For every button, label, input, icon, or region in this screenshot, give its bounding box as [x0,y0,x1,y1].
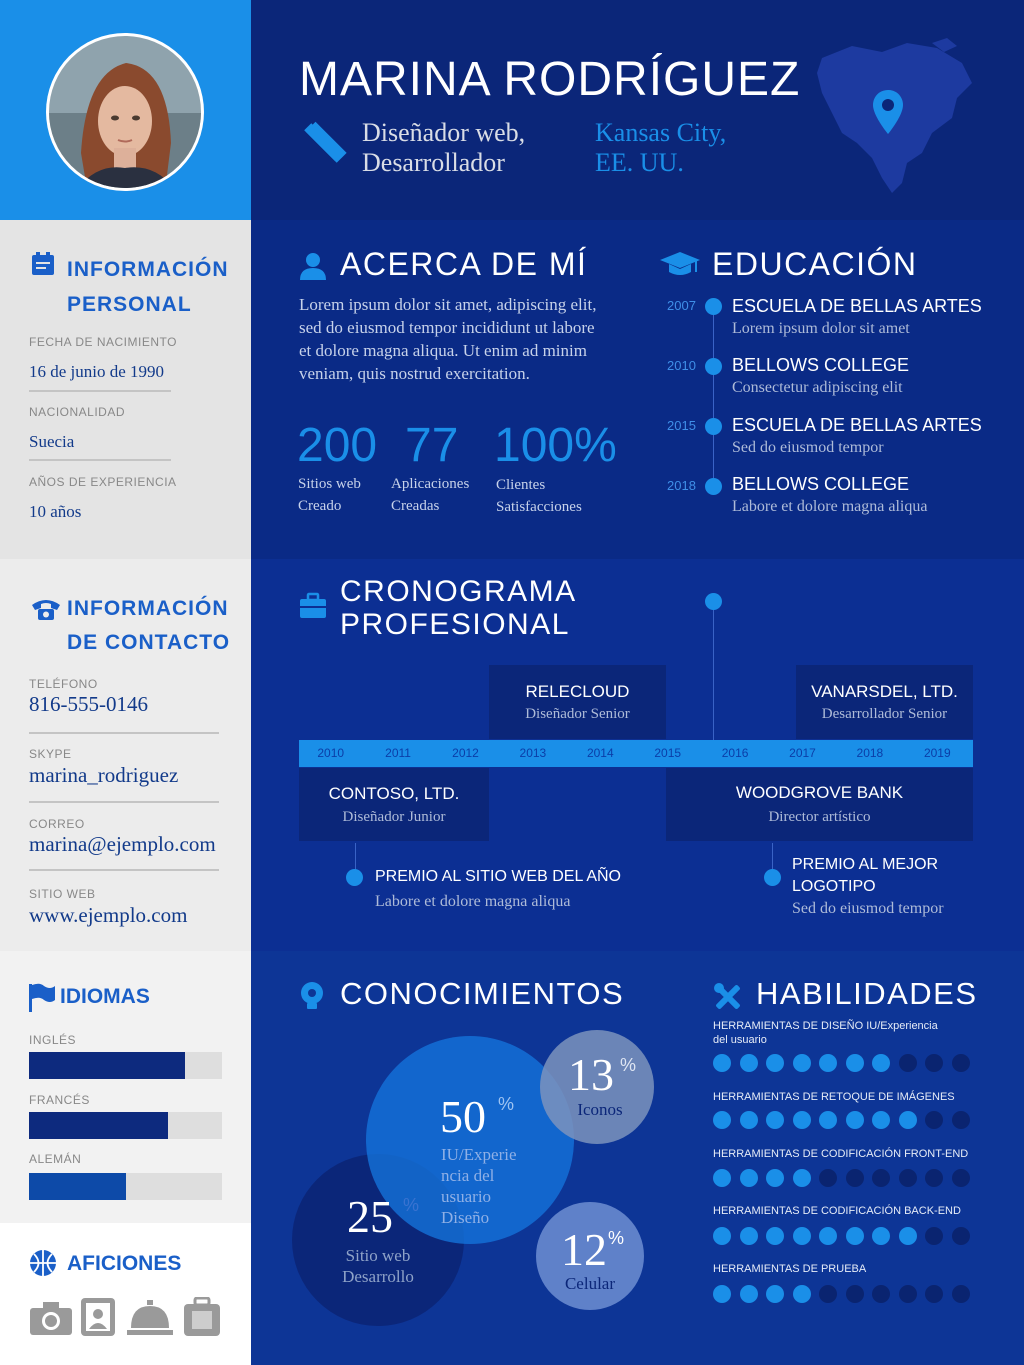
skill-dot-empty [925,1285,943,1303]
year-axis-bar [299,740,973,767]
timeline-title-line1: CRONOGRAMA [340,575,577,608]
skill-name: HERRAMIENTAS DE CODIFICACIÓN FRONT-END [713,1148,969,1160]
skill-dot-filled [740,1285,758,1303]
website-link[interactable]: www.ejemplo.com [29,903,188,927]
skill-dot-filled [819,1054,837,1072]
language-bar-english [29,1052,222,1079]
edu-year: 2010 [667,358,696,373]
skill-dot-empty [846,1169,864,1187]
skill-dot-filled [793,1169,811,1187]
language-bar-fill [29,1052,185,1079]
skill-dot-empty [925,1227,943,1245]
skill-dots [713,1111,978,1134]
job-role: Director artístico [768,809,871,825]
skill-name: HERRAMIENTAS DE RETOQUE DE IMÁGENES [713,1091,955,1103]
skill-dot-filled [899,1111,917,1129]
ruler-pencil-icon [299,118,349,175]
skill-dot-filled [766,1285,784,1303]
personal-info-title-line2: PERSONAL [67,293,192,316]
year-label: 2019 [923,746,951,760]
stat-label: Aplicaciones [391,476,470,492]
award-dot [346,869,363,886]
nationality-value: Suecia [29,432,75,451]
award-dot [764,869,781,886]
tools-icon [713,982,743,1017]
skill-dot-empty [899,1285,917,1303]
award-title: PREMIO AL MEJOR [792,856,939,873]
skill-dot-empty [899,1054,917,1072]
basketball-icon [29,1249,57,1282]
nationality-label: NACIONALIDAD [29,405,126,419]
skill-dot-filled [846,1054,864,1072]
job-role: Diseñador Senior [525,706,630,722]
bubble-label: Diseño [441,1208,490,1227]
flag-icon [28,982,56,1017]
contact-info-title-line1: INFORMACIÓN [67,597,229,620]
edu-school: ESCUELA DE BELLAS ARTES [732,296,982,316]
job-company: CONTOSO, LTD. [328,784,460,803]
job-card-top [489,665,666,739]
portrait-icon [80,1297,116,1342]
skill-dot-empty [872,1285,890,1303]
phone-value[interactable]: 816-555-0146 [29,692,148,716]
job-role: Diseñador Junior [342,809,446,825]
skill-dot-filled [766,1054,784,1072]
job-card-bottom [666,768,973,841]
language-name-english: INGLÉS [29,1033,77,1047]
skill-dot-filled [740,1111,758,1129]
edu-detail: Sed do eiusmod tempor [732,439,884,456]
location-line-1: Kansas City, [595,118,727,147]
briefcase-icon [299,592,327,625]
skill-dots [713,1285,978,1308]
stat-label: Creadas [391,498,440,514]
bubble-label: usuario [441,1187,492,1206]
language-name-french: FRANCÉS [29,1093,90,1107]
skill-dot-filled [793,1285,811,1303]
skill-dot-filled [793,1111,811,1129]
skill-dot-empty [952,1285,970,1303]
skill-dots [713,1169,978,1192]
year-axis-labels [299,740,973,767]
skill-dot-filled [766,1227,784,1245]
bubble-value: 50 [440,1091,486,1142]
year-label: 2017 [789,746,816,760]
knowledge-title: CONOCIMIENTOS [340,976,625,1011]
year-label: 2016 [721,746,749,760]
job-role: Desarrollador Senior [821,706,948,722]
skill-dot-filled [872,1054,890,1072]
about-text: Lorem ipsum dolor sit amet, adipiscing elit, sed do eiusmod tempor incididunt ut labore et dolore magna aliqua. Ut enim ad minim veniam, quis nostrud exercitation. [299,295,597,383]
edu-year: 2007 [667,298,696,313]
skill-dot-filled [766,1111,784,1129]
language-bar-fill [29,1173,126,1200]
bubble-label: Iconos [577,1100,623,1119]
bubble-percent: % [620,1055,637,1075]
skill-dot-filled [793,1054,811,1072]
language-bar-fill [29,1112,168,1139]
year-label: 2018 [856,746,884,760]
skill-name: HERRAMIENTAS DE DISEÑO IU/Experiencia [713,1020,938,1032]
skill-dot-filled [846,1227,864,1245]
cloche-icon [127,1300,173,1341]
skill-dot-empty [819,1285,837,1303]
user-icon [299,252,327,285]
hobbies-title: AFICIONES [67,1252,182,1275]
skype-value[interactable]: marina_rodriguez [29,763,179,787]
skill-name: HERRAMIENTAS DE CODIFICACIÓN BACK-END [713,1205,961,1217]
skill-dot-empty [925,1111,943,1129]
skill-dot-empty [819,1169,837,1187]
skill-dot-filled [899,1227,917,1245]
skill-dot-filled [740,1169,758,1187]
skill-dot-filled [793,1227,811,1245]
stat-label: Creado [298,498,342,514]
bubble-label: IU/Experie [441,1145,517,1164]
edu-dot [705,478,722,495]
skills-title: HABILIDADES [756,976,978,1011]
skill-dot-empty [925,1169,943,1187]
skill-dot-filled [713,1285,731,1303]
contact-info-title-line2: DE CONTACTO [67,631,231,654]
skill-dot-empty [925,1054,943,1072]
bubble-percent: % [608,1228,625,1248]
year-label: 2015 [654,746,682,760]
edu-detail: Lorem ipsum dolor sit amet [732,320,910,337]
bubble-label: ncia del [441,1166,495,1185]
graduation-cap-icon [660,250,700,285]
job-company: RELECLOUD [525,682,630,701]
languages-title: IDIOMAS [60,985,150,1008]
email-link[interactable]: marina@ejemplo.com [29,832,216,856]
skill-dot-filled [713,1169,731,1187]
skill-dot-empty [846,1285,864,1303]
stat-value: 100% [494,419,617,472]
edu-year: 2018 [667,478,696,493]
hobbies-panel [0,1223,251,1365]
bubble-value: 13 [568,1049,614,1100]
stat-value: 77 [405,419,459,472]
experience-years-value: 10 años [29,502,82,521]
skill-dot-filled [766,1169,784,1187]
language-bar-french [29,1112,222,1139]
skill-dot-filled [819,1227,837,1245]
birth-date-value: 16 de junio de 1990 [29,362,165,381]
edu-dot [705,358,722,375]
stat-label: Clientes [496,477,546,493]
skill-dot-filled [846,1111,864,1129]
edu-school: ESCUELA DE BELLAS ARTES [732,415,982,435]
award-detail: Sed do eiusmod tempor [792,900,944,917]
stat-value: 200 [297,419,378,472]
job-company: WOODGROVE BANK [735,783,904,802]
skill-dot-filled [713,1227,731,1245]
skill-dot-filled [872,1227,890,1245]
education-timeline-line [713,306,714,486]
divider [29,459,171,461]
email-label: CORREO [29,817,85,831]
edu-school: BELLOWS COLLEGE [732,474,910,494]
timeline-title-line2: PROFESIONAL [340,608,570,641]
bubble-label: Celular [564,1274,616,1293]
skill-dot-filled [713,1054,731,1072]
bubble-value: 25 [347,1191,393,1242]
award-title: PREMIO AL SITIO WEB DEL AÑO [375,868,621,885]
skill-dots [713,1227,978,1250]
id-card-icon [30,252,56,283]
skill-dot-empty [952,1111,970,1129]
edu-detail: Consectetur adipiscing elit [732,379,903,396]
language-name-german: ALEMÁN [29,1152,82,1166]
skill-name: del usuario [713,1034,767,1046]
award-title: LOGOTIPO [792,878,876,895]
stat-label: Satisfacciones [496,499,582,515]
website-label: SITIO WEB [29,887,96,901]
divider [29,390,171,392]
bubble-percent: % [403,1195,420,1215]
phone-icon [30,597,62,626]
edu-detail: Labore et dolore magna aliqua [732,498,928,515]
job-card-bottom [299,768,489,841]
year-label: 2012 [452,746,479,760]
luggage-icon [182,1297,222,1342]
education-title: EDUCACIÓN [712,246,918,282]
job-card-top [796,665,973,739]
skill-dot-filled [713,1111,731,1129]
year-label: 2011 [385,746,411,760]
edu-dot [705,298,722,315]
divider [29,801,219,803]
role-line-2: Desarrollador [362,148,505,177]
bubble-label: Desarrollo [342,1267,414,1286]
skill-name: HERRAMIENTAS DE PRUEBA [713,1263,867,1275]
about-title: ACERCA DE MÍ [340,246,588,282]
timeline-marker-line [713,604,714,740]
experience-years-label: AÑOS DE EXPERIENCIA [29,475,177,489]
edu-year: 2015 [667,418,696,433]
skill-dots [713,1054,978,1077]
location-pin-icon [873,90,903,139]
job-company: VANARSDEL, LTD. [811,682,958,701]
skill-dot-filled [819,1111,837,1129]
skype-label: SKYPE [29,747,72,761]
phone-label: TELÉFONO [29,677,98,691]
skill-dot-empty [899,1169,917,1187]
year-label: 2014 [586,746,614,760]
award-detail: Labore et dolore magna aliqua [375,893,571,910]
location-line-2: EE. UU. [595,148,684,177]
skill-dot-empty [952,1227,970,1245]
timeline-marker-dot [705,593,722,610]
bubble-percent: % [498,1094,515,1114]
divider [29,732,219,734]
skill-dot-empty [952,1169,970,1187]
edu-school: BELLOWS COLLEGE [732,355,910,375]
language-bar-german [29,1173,222,1200]
camera-icon [29,1300,73,1341]
skill-dot-empty [952,1054,970,1072]
personal-info-title-line1: INFORMACIÓN [67,258,229,281]
avatar [46,33,204,191]
candidate-name: MARINA RODRÍGUEZ [299,53,801,106]
skill-dot-filled [740,1227,758,1245]
bubble-label: Sitio web [345,1246,411,1265]
divider [29,869,219,871]
skill-dot-filled [740,1054,758,1072]
year-label: 2010 [317,746,345,760]
lightbulb-gear-icon [299,981,325,1016]
role-line-1: Diseñador web, [362,118,526,147]
skill-dot-empty [872,1169,890,1187]
skill-dot-filled [872,1111,890,1129]
birth-date-label: FECHA DE NACIMIENTO [29,335,177,349]
year-label: 2013 [519,746,547,760]
bubble-value: 12 [561,1224,607,1275]
stat-label: Sitios web [298,476,361,492]
edu-dot [705,418,722,435]
